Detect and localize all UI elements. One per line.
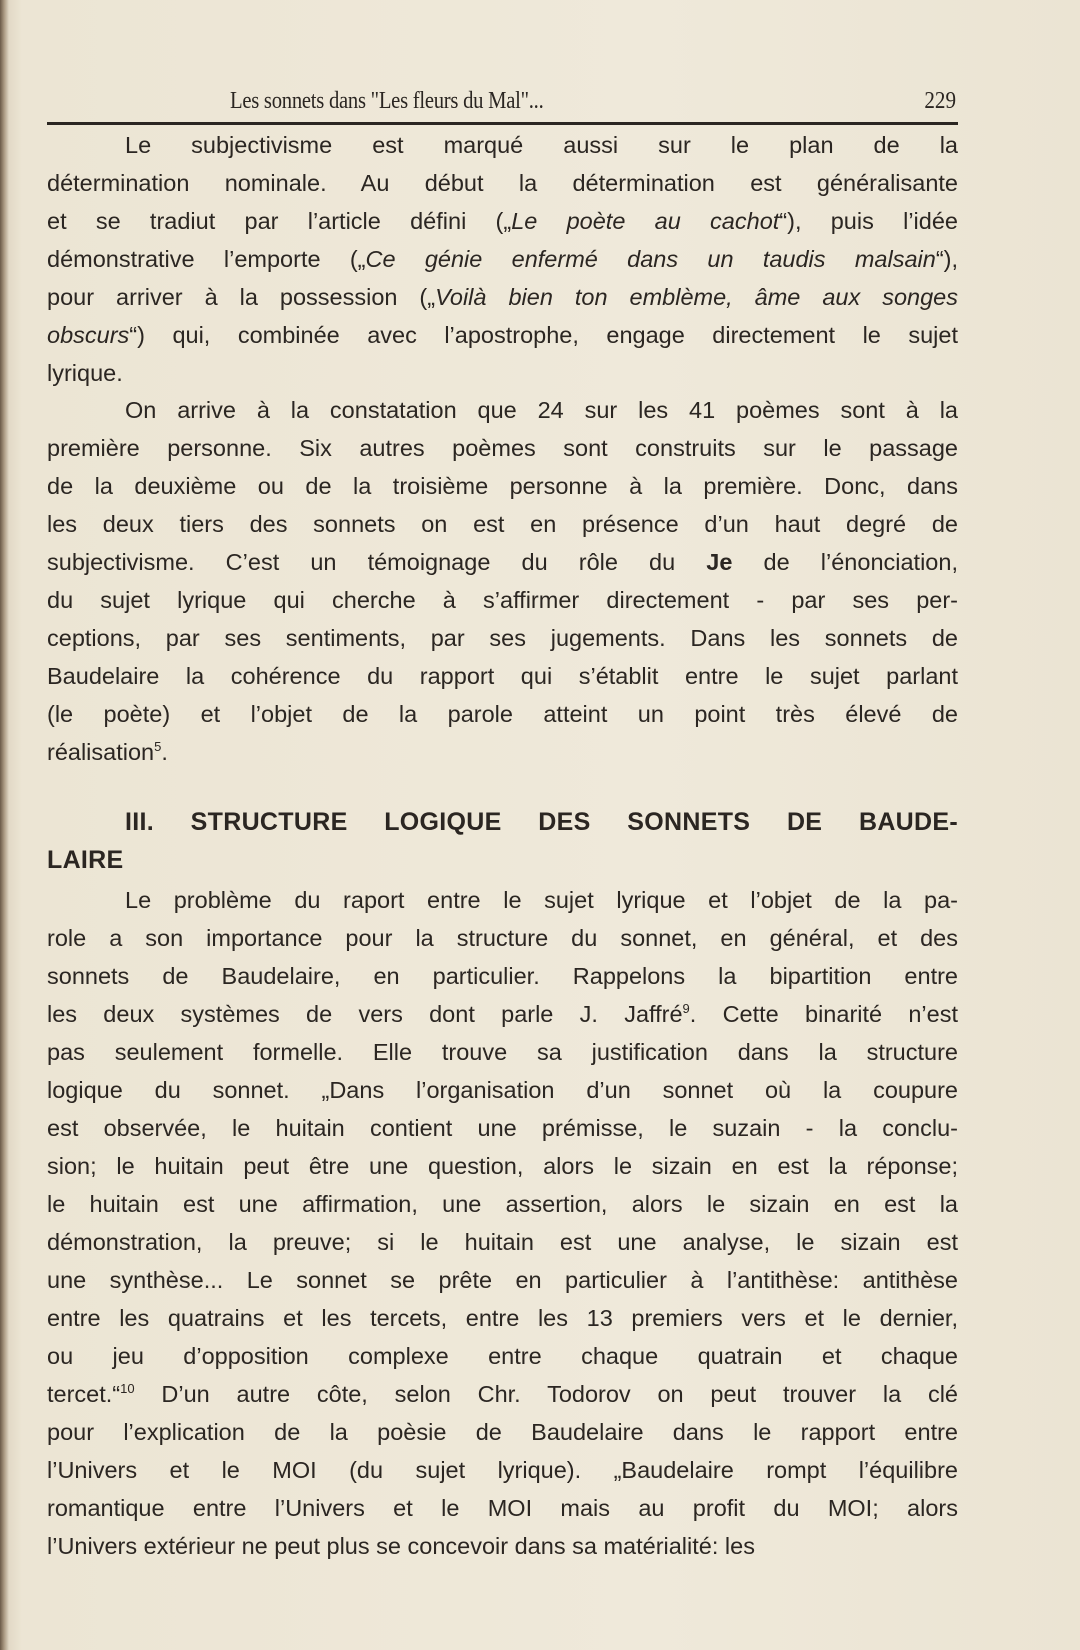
text-run: Le problème du raport entre le sujet lyrique et l’objet de la pa- <box>125 887 958 913</box>
footnote-ref[interactable]: 10 <box>120 1381 135 1396</box>
line-content <box>47 1451 958 1489</box>
text-run: ou jeu d’opposition complexe entre chaque quatrain et chaque <box>47 1343 958 1369</box>
italic-quote: obscurs <box>47 322 130 348</box>
text-line <box>47 1109 958 1147</box>
text-line <box>47 1071 958 1109</box>
text-line <box>47 957 958 995</box>
line-content <box>47 240 958 278</box>
text-run: l’Univers extérieur ne peut plus se concevoir dans sa matérialité: les <box>47 1533 755 1559</box>
text-line <box>47 1223 958 1261</box>
line-content <box>47 278 958 316</box>
text-run: ceptions, par ses sentiments, par ses jugements. Dans les sonnets de <box>47 625 958 651</box>
line-content <box>47 581 958 619</box>
text-line <box>47 391 958 429</box>
text-line <box>47 657 958 695</box>
text-run: D’un autre côte, selon Chr. Todorov on peut trouver la clé <box>134 1381 958 1407</box>
text-run: réalisation <box>47 739 155 765</box>
footnote-ref[interactable]: 5 <box>154 739 162 754</box>
text-run: sonnets de Baudelaire, en particulier. Rappelons la bipartition entre <box>47 963 958 989</box>
line-content <box>47 733 958 771</box>
text-run: (le poète) et l’objet de la parole atteint un point très élevé de <box>47 701 958 727</box>
footnote-ref[interactable]: 9 <box>682 1001 690 1016</box>
text-run: subjectivisme. C’est un témoignage du rôle du <box>47 549 707 575</box>
paragraph-subjectivisme <box>47 126 958 392</box>
text-run: pour l’explication de la poèsie de Baudelaire dans le rapport entre <box>47 1419 958 1445</box>
text-run: . <box>161 739 168 765</box>
text-line <box>47 429 958 467</box>
line-content <box>47 1223 958 1261</box>
text-line <box>47 1337 958 1375</box>
text-line <box>47 316 958 354</box>
text-run: est observée, le huitain contient une prémisse, le suzain - la conclu- <box>47 1115 958 1141</box>
line-content <box>47 1033 958 1071</box>
text-line <box>47 1527 958 1565</box>
line-content <box>47 164 958 202</box>
paragraph-premiere-personne <box>47 391 958 771</box>
text-run: “), <box>935 246 958 272</box>
text-line <box>47 467 958 505</box>
text-run: Le subjectivisme est marqué aussi sur le plan de la <box>125 132 958 158</box>
line-content <box>125 881 958 919</box>
text-line <box>47 202 958 240</box>
line-content <box>47 1109 958 1147</box>
text-line <box>47 1451 958 1489</box>
text-run: de la deuxième ou de la troisième personne à la première. Donc, dans <box>47 473 958 499</box>
section-heading <box>47 803 958 879</box>
text-line <box>47 354 958 392</box>
text-run: pour arriver à la possession („ <box>47 284 436 310</box>
line-content <box>47 1375 958 1413</box>
line-content <box>47 919 958 957</box>
line-content <box>47 354 958 392</box>
line-content <box>47 695 958 733</box>
text-run: les deux tiers des sonnets on est en présence d’un haut degré de <box>47 511 958 537</box>
line-content <box>47 202 958 240</box>
line-content <box>47 1489 958 1527</box>
line-content <box>125 126 958 164</box>
line-content <box>47 841 958 879</box>
text-run: les deux systèmes de vers dont parle J. Jaffré <box>47 1001 683 1027</box>
text-line <box>47 1489 958 1527</box>
text-line <box>47 164 958 202</box>
text-run: du sujet lyrique qui cherche à s’affirmer directement - par ses per- <box>47 587 958 613</box>
text-run: sion; le huitain peut être une question, alors le sizain en est la réponse; <box>47 1153 958 1179</box>
text-line <box>47 995 958 1033</box>
italic-quote: Ce génie enfermé dans un taudis malsain <box>365 246 936 272</box>
line-content <box>47 429 958 467</box>
line-content <box>47 619 958 657</box>
paragraph-structure-logique <box>47 881 958 1565</box>
text-line <box>47 1185 958 1223</box>
text-line <box>47 543 958 581</box>
text-line <box>47 278 958 316</box>
text-line <box>47 695 958 733</box>
line-content <box>47 1071 958 1109</box>
header-rule <box>47 122 958 125</box>
text-line <box>47 581 958 619</box>
text-run: “), puis l’idée <box>779 208 958 234</box>
text-run: LAIRE <box>47 846 124 874</box>
text-line <box>47 1375 958 1413</box>
text-run: lyrique. <box>47 360 123 386</box>
text-run: de l’énonciation, <box>732 549 958 575</box>
text-line <box>47 1299 958 1337</box>
heading-line <box>47 803 958 841</box>
text-run: l’Univers et le MOI (du sujet lyrique). „Baudelaire rompt l’équilibre <box>47 1457 958 1483</box>
line-content <box>47 1261 958 1299</box>
text-run: démonstration, la preuve; si le huitain est une analyse, le sizain est <box>47 1229 958 1255</box>
text-run: tercet.“ <box>47 1381 121 1407</box>
text-run: “) qui, combinée avec l’apostrophe, engage directement le sujet <box>129 322 958 348</box>
line-content <box>47 657 958 695</box>
text-run: . Cette binarité n’est <box>689 1001 958 1027</box>
text-line <box>47 619 958 657</box>
text-line <box>47 1033 958 1071</box>
text-run: une synthèse... Le sonnet se prête en particulier à l’antithèse: antithèse <box>47 1267 958 1293</box>
text-line <box>47 240 958 278</box>
text-run: le huitain est une affirmation, une assertion, alors le sizain en est la <box>47 1191 958 1217</box>
line-content <box>47 1337 958 1375</box>
line-content <box>47 1185 958 1223</box>
line-content <box>47 1147 958 1185</box>
line-content <box>47 1413 958 1451</box>
text-run: démonstrative l’emporte („ <box>47 246 366 272</box>
text-line <box>47 1147 958 1185</box>
text-line <box>47 733 958 771</box>
text-run: role a son importance pour la structure du sonnet, en général, et des <box>47 925 958 951</box>
text-run: et se tradiut par l’article défini („ <box>47 208 512 234</box>
line-content <box>125 803 958 841</box>
line-content <box>47 505 958 543</box>
text-run: romantique entre l’Univers et le MOI mais au profit du MOI; alors <box>47 1495 958 1521</box>
text-line <box>47 126 958 164</box>
heading-line <box>47 841 958 879</box>
text-line <box>47 1413 958 1451</box>
text-run: détermination nominale. Au début la détermination est généralisante <box>47 170 958 196</box>
text-line <box>47 1261 958 1299</box>
line-content <box>47 1527 958 1565</box>
text-run: pas seulement formelle. Elle trouve sa justification dans la structure <box>47 1039 958 1065</box>
text-run: première personne. Six autres poèmes sont construits sur le passage <box>47 435 958 461</box>
text-line <box>47 881 958 919</box>
text-run: III. STRUCTURE LOGIQUE DES SONNETS DE BAUDE- <box>125 808 958 836</box>
text-run: logique du sonnet. „Dans l’organisation d’un sonnet où la coupure <box>47 1077 958 1103</box>
text-line <box>47 919 958 957</box>
text-run: entre les quatrains et les tercets, entre les 13 premiers vers et le dernier, <box>47 1305 958 1331</box>
line-content <box>47 467 958 505</box>
running-title: Les sonnets dans "Les fleurs du Mal"... <box>230 88 544 114</box>
line-content <box>47 316 958 354</box>
line-content <box>47 543 958 581</box>
italic-quote: Voilà bien ton emblème, âme aux songes <box>435 284 958 310</box>
text-run: On arrive à la constatation que 24 sur les 41 poèmes sont à la <box>125 397 958 423</box>
running-header <box>47 88 958 122</box>
page-number: 229 <box>924 88 956 114</box>
line-content <box>47 995 958 1033</box>
line-content <box>125 391 958 429</box>
text-run: Je <box>706 549 733 575</box>
text-run: Baudelaire la cohérence du rapport qui s’établit entre le sujet parlant <box>47 663 958 689</box>
text-line <box>47 505 958 543</box>
italic-quote: Le poète au cachot <box>511 208 780 234</box>
line-content <box>47 1299 958 1337</box>
line-content <box>47 957 958 995</box>
